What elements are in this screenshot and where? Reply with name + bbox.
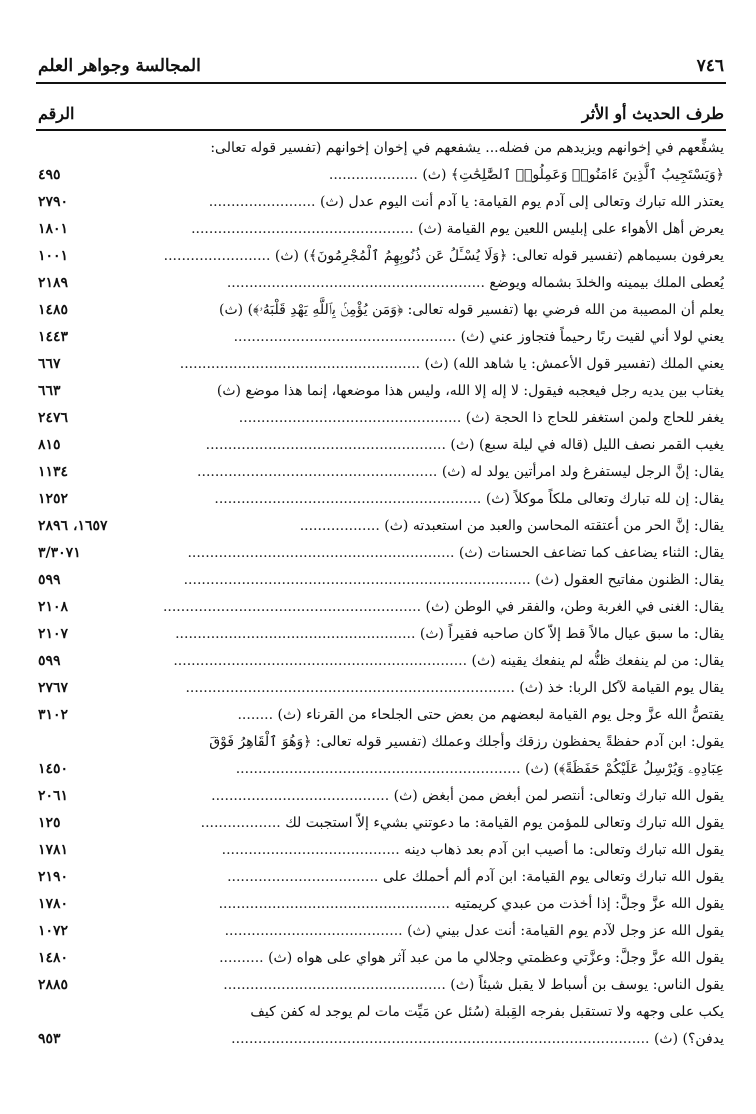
index-entry: يقال: الظنون مفاتيح العقول (ث) .............................................................................. ٥٩٩ xyxy=(36,567,726,594)
entry-number: ٦٦٣ xyxy=(38,383,61,399)
entry-number: ١٠٧٢ xyxy=(38,923,69,939)
entry-number: ٨١٥ xyxy=(38,437,61,453)
index-entry: يُعطى الملك بيمينه والخلدَ بشماله ويوضع .......................................................... ٢١٨٩ xyxy=(36,270,726,297)
entry-number: ١٤٥٠ xyxy=(38,761,69,777)
entry-number: ٢٧٩٠ xyxy=(38,194,69,210)
index-entry: يقول الله تبارك وتعالى للمؤمن يوم القيامة: ما دعوتني بشيء إلاّ استجبت لك .................. ١٢٥ xyxy=(36,810,726,837)
index-entry: يقول الله تبارك وتعالى: ما أصيب ابن آدم بعد ذهاب دينه ........................................ ١٧٨١ xyxy=(36,837,726,864)
entry-text: يقال: الظنون مفاتيح العقول (ث) xyxy=(535,572,724,588)
entry-text: يقتصُّ الله عزَّ وجل يوم القيامة لبعضهم من بعض حتى الجلحاء من القرناء (ث) xyxy=(277,707,724,723)
entry-text: يقال يوم القيامة لآكل الربا: خذ (ث) xyxy=(519,680,724,696)
entry-text: يقول الله عز وجل لآدم يوم القيامة: أنت عدل بيني (ث) xyxy=(407,923,724,939)
entry-number: ٢٨٨٥ xyxy=(38,977,69,993)
entry-number: ٢٤٧٦ xyxy=(38,410,69,426)
entry-number: ٥٩٩ xyxy=(38,653,61,669)
index-entry: يعني الملك (تفسير قول الأعمش: يا شاهد الله) (ث) ...................................................... ٦٦٧ xyxy=(36,351,726,378)
index-entry: يعرض أهل الأهواء على إبليس اللعين يوم القيامة (ث) .................................................. ١٨٠١ xyxy=(36,216,726,243)
entry-text: يدفن؟) (ث) xyxy=(653,1031,724,1047)
entry-text: يقول الله تبارك وتعالى: أنتصر لمن أبغض ممن أبغض (ث) xyxy=(393,788,724,804)
running-head xyxy=(36,56,726,84)
entry-text-line1: يقول: ابن آدم حفظةً يحفظون رزقك وأجلك وعملك (تفسير قوله تعالى: ﴿وَهُوَ ٱلْقَاهِرُ فَوْقَ xyxy=(209,734,724,750)
entry-text: يقال: إنَّ الرجل ليستفرغ ولد امرأتين يولد له (ث) xyxy=(441,464,724,480)
entry-text: يغيب القمر نصف الليل (قاله في ليلة سبع) (ث) xyxy=(450,437,724,453)
index-entry: يقتصُّ الله عزَّ وجل يوم القيامة لبعضهم من بعض حتى الجلحاء من القرناء (ث) ........ ٣١٠٢ xyxy=(36,702,726,729)
entry-number: ١٠٠١ xyxy=(38,248,69,264)
entry-number: ٥٩٩ xyxy=(38,572,61,588)
index-entry: يقول الله عزَّ وجلَّ: إذا أخذت من عبدي كريمتيه .................................................... ١٧٨٠ xyxy=(36,891,726,918)
column-header-text: طرف الحديث أو الأثر xyxy=(581,104,724,123)
entry-text: يغفر للحاج ولمن استغفر للحاج ذا الحجة (ث) xyxy=(465,410,724,426)
entry-number: ٢١٠٨ xyxy=(38,599,69,615)
entry-text-line1: يشفِّعهم في إخوانهم ويزيدهم من فضله... يشفعهم في إخوان إخوانهم (تفسير قوله تعالى: xyxy=(210,140,724,156)
entry-number: ١٤٨٠ xyxy=(38,950,69,966)
entry-text: يقول الله تبارك وتعالى: ما أصيب ابن آدم بعد ذهاب دينه xyxy=(404,842,724,858)
index-entry xyxy=(36,297,726,324)
index-entry: يقال: الغنى في الغربة وطن، والفقر في الوطن (ث) .......................................................... ٢١٠٨ xyxy=(36,594,726,621)
index-entry: يقال يوم القيامة لآكل الربا: خذ (ث) .......................................................................... ٢٧٦٧ xyxy=(36,675,726,702)
entry-number: ١٧٨٠ xyxy=(38,896,69,912)
entry-number: ٢٧٦٧ xyxy=(38,680,69,696)
index-entry: يقال: من لم ينفعك ظنُّه لم ينفعك يقينه (ث) .................................................................. ٥٩٩ xyxy=(36,648,726,675)
entry-text: يعلم أن المصيبة من الله فرضي بها (تفسير قوله تعالى: ﴿وَمَن يُؤْمِنۢ بِٱللَّهِ يَهْدِ قَلْبَهُۥ﴾) (ث) xyxy=(219,302,724,318)
entry-number: ١٤٨٥ xyxy=(38,302,69,318)
entry-text: يقال: الغنى في الغربة وطن، والفقر في الوطن (ث) xyxy=(425,599,724,615)
entry-text: يُعطى الملك بيمينه والخلدَ بشماله ويوضع xyxy=(489,275,724,291)
book-title: المجالسة وجواهر العلم xyxy=(38,56,201,76)
index-entry: يقال: إنَّ الحر من أعتقته المحاسن والعبد من استعبدته (ث) .................. ١٦٥٧، ٢٨٩٦ xyxy=(36,513,726,540)
index-entry: يكب على وجهه ولا تستقبل بفرجه القِبلة (سُئل عن مَيِّت مات لم يوجد له كفن كيف يدفن؟) (ث) .............................................................................................. ٩٥٣ xyxy=(36,999,726,1053)
page-number: ٧٤٦ xyxy=(696,56,724,76)
entry-text: يعتذر الله تبارك وتعالى إلى آدم يوم القيامة: يا آدم أنت اليوم عدل (ث) xyxy=(319,194,724,210)
entry-text-line1: يكب على وجهه ولا تستقبل بفرجه القِبلة (سُئل عن مَيِّت مات لم يوجد له كفن كيف xyxy=(250,1004,724,1020)
entry-text: يقال: من لم ينفعك ظنُّه لم ينفعك يقينه (ث) xyxy=(471,653,724,669)
entry-number: ١٧٨١ xyxy=(38,842,69,858)
entry-text: يقال: ما سبق عيال مالاً قط إلاّ كان صاحبه فقيراً (ث) xyxy=(419,626,724,642)
index-entry: يغفر للحاج ولمن استغفر للحاج ذا الحجة (ث) .................................................. ٢٤٧٦ xyxy=(36,405,726,432)
entry-number: ٢٠٦١ xyxy=(38,788,69,804)
index-entries xyxy=(36,135,726,1053)
index-entry: يقول الله تبارك وتعالى: أنتصر لمن أبغض ممن أبغض (ث) ........................................ ٢٠٦١ xyxy=(36,783,726,810)
entry-number: ٤٩٥ xyxy=(38,167,61,183)
entry-text: ﴿وَيَسْتَجِيبُ ٱلَّذِينَ ءَامَنُوا۟ وَعَمِلُوا۟ ٱلصَّٰلِحَٰتِ﴾ (ث) xyxy=(422,167,724,183)
index-entry: يعتذر الله تبارك وتعالى إلى آدم يوم القيامة: يا آدم أنت اليوم عدل (ث) ........................ ٢٧٩٠ xyxy=(36,189,726,216)
entry-text: يغتاب بين يديه رجل فيعجبه فيقول: لا إله إلا الله، وليس هذا موضعها، إنما هذا موضع (ث) xyxy=(216,383,724,399)
entry-text: يقول الناس: يوسف بن أسباط لا يقبل شيئاً (ث) xyxy=(450,977,724,993)
index-entry: يقال: الثناء يضاعف كما تضاعف الحسنات (ث) ............................................................ ٣/٣٠٧١ xyxy=(36,540,726,567)
index-entry: يقال: إن لله تبارك وتعالى ملكاً موكلاً (ث) ............................................................ ١٢٥٢ xyxy=(36,486,726,513)
column-header-number: الرقم xyxy=(38,104,75,123)
index-entry: يقال: ما سبق عيال مالاً قط إلاّ كان صاحبه فقيراً (ث) ...................................................... ٢١٠٧ xyxy=(36,621,726,648)
index-entry: يقال: إنَّ الرجل ليستفرغ ولد امرأتين يولد له (ث) ...................................................... ١١٣٤ xyxy=(36,459,726,486)
entry-number: ١١٣٤ xyxy=(38,464,69,480)
column-header xyxy=(36,84,726,131)
entry-number: ١٢٥٢ xyxy=(38,491,69,507)
index-entry: يقول الله تبارك وتعالى يوم القيامة: ابن آدم ألم أحملك على .................................. ٢١٩٠ xyxy=(36,864,726,891)
entry-number: ٦٦٧ xyxy=(38,356,61,372)
entry-number: ١٦٥٧، ٢٨٩٦ xyxy=(38,518,108,534)
entry-text: يقال: إن لله تبارك وتعالى ملكاً موكلاً (ث) xyxy=(485,491,724,507)
entry-number: ١٨٠١ xyxy=(38,221,69,237)
entry-text: يعني الملك (تفسير قول الأعمش: يا شاهد الله) (ث) xyxy=(424,356,724,372)
index-entry: يشفِّعهم في إخوانهم ويزيدهم من فضله... يشفعهم في إخوان إخوانهم (تفسير قوله تعالى: ﴿وَيَسْتَجِيبُ ٱلَّذِينَ ءَامَنُوا۟ وَعَمِلُوا۟ ٱلصَّٰلِحَٰتِ﴾ (ث) .................... ٤٩٥ xyxy=(36,135,726,189)
entry-text: يقال: الثناء يضاعف كما تضاعف الحسنات (ث) xyxy=(458,545,724,561)
entry-number: ١٢٥ xyxy=(38,815,61,831)
entry-text: يقول الله تبارك وتعالى للمؤمن يوم القيامة: ما دعوتني بشيء إلاّ استجبت لك xyxy=(285,815,724,831)
index-entry xyxy=(36,378,726,405)
entry-number: ٩٥٣ xyxy=(38,1031,61,1047)
index-entry: يقول الله عزَّ وجلَّ: وعزَّتي وعظمتي وجلالي ما من عبد آثر هواي على هواه (ث) .......... ١٤٨٠ xyxy=(36,945,726,972)
index-entry: يغيب القمر نصف الليل (قاله في ليلة سبع) (ث) ...................................................... ٨١٥ xyxy=(36,432,726,459)
entry-number: ٢١٩٠ xyxy=(38,869,69,885)
index-entry: يقول الله عز وجل لآدم يوم القيامة: أنت عدل بيني (ث) ........................................ ١٠٧٢ xyxy=(36,918,726,945)
entry-text: يقول الله تبارك وتعالى يوم القيامة: ابن آدم ألم أحملك على xyxy=(382,869,724,885)
index-entry: يقول الناس: يوسف بن أسباط لا يقبل شيئاً (ث) .................................................. ٢٨٨٥ xyxy=(36,972,726,999)
entry-text: يقول الله عزَّ وجلَّ: إذا أخذت من عبدي كريمتيه xyxy=(454,896,724,912)
entry-text: يعرفون بسيماهم (تفسير قوله تعالى: ﴿وَلَا يُسْـَٔلُ عَن ذُنُوبِهِمُ ٱلْمُجْرِمُونَ﴾) (ث) xyxy=(274,248,724,264)
entry-number: ٢١٨٩ xyxy=(38,275,69,291)
entry-text: يعرض أهل الأهواء على إبليس اللعين يوم القيامة (ث) xyxy=(418,221,724,237)
index-entry: يعني لولا أني لقيت ربًا رحيماً فتجاوز عني (ث) .................................................. ١٤٤٣ xyxy=(36,324,726,351)
entry-number: ١٤٤٣ xyxy=(38,329,69,345)
entry-text: يعني لولا أني لقيت ربًا رحيماً فتجاوز عني (ث) xyxy=(460,329,724,345)
entry-text: يقال: إنَّ الحر من أعتقته المحاسن والعبد من استعبدته (ث) xyxy=(384,518,724,534)
entry-number: ٢١٠٧ xyxy=(38,626,69,642)
entry-text: عِبَادِهِۦ وَيُرْسِلُ عَلَيْكُمْ حَفَظَةً﴾) (ث) xyxy=(524,761,724,777)
index-entry: يعرفون بسيماهم (تفسير قوله تعالى: ﴿وَلَا يُسْـَٔلُ عَن ذُنُوبِهِمُ ٱلْمُجْرِمُونَ﴾) (ث) ........................ ١٠٠١ xyxy=(36,243,726,270)
entry-number: ٣/٣٠٧١ xyxy=(38,545,81,561)
entry-text: يقول الله عزَّ وجلَّ: وعزَّتي وعظمتي وجلالي ما من عبد آثر هواي على هواه (ث) xyxy=(268,950,724,966)
index-entry: يقول: ابن آدم حفظةً يحفظون رزقك وأجلك وعملك (تفسير قوله تعالى: ﴿وَهُوَ ٱلْقَاهِرُ فَوْقَ عِبَادِهِۦ وَيُرْسِلُ عَلَيْكُمْ حَفَظَةً﴾) (ث) ................................................................ ١٤٥٠ xyxy=(36,729,726,783)
entry-number: ٣١٠٢ xyxy=(38,707,69,723)
